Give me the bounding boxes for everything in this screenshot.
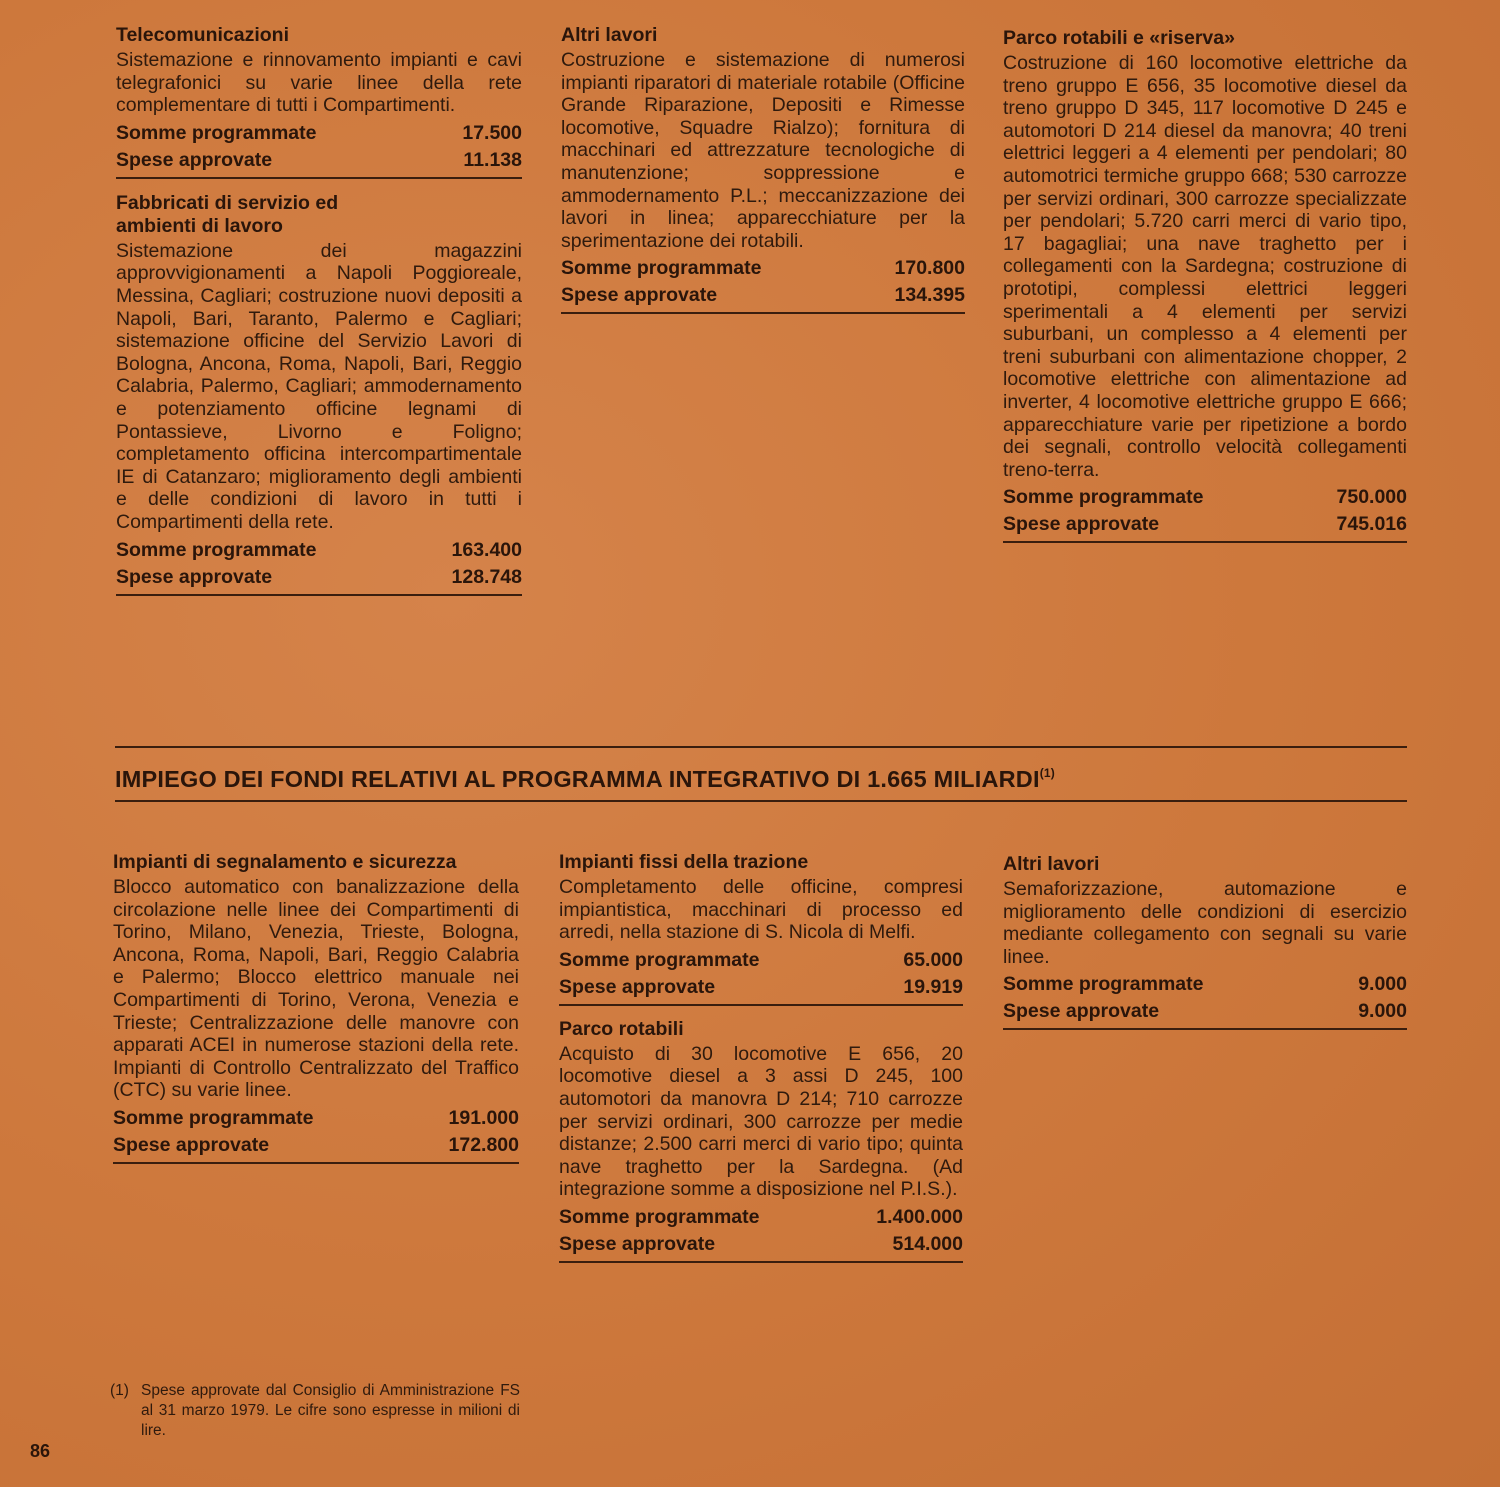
section-body: Semaforizzazione, automazione e miglioramento delle condizioni di esercizio mediante collegamento con segnali su varie linee. — [1003, 878, 1407, 968]
spese-value: 19.919 — [903, 975, 963, 998]
spese-row — [113, 1132, 519, 1159]
spese-label: Spese approvate — [1003, 1000, 1160, 1023]
section-body: Completamento delle officine, compresi impiantistica, macchinari di processo ed arredi, nella stazione di S. Nicola di Melfi. — [559, 876, 963, 944]
section-body: Sistemazione dei magazzini approvvigionamenti a Napoli Poggioreale, Messina, Cagliari; costruzione nuovi depositi a Napoli, Bari, Taranto, Palermo e Cagliari; sistemazione officine del Servizio Lavori di Bologna, Ancona, Roma, Napoli, Bari, Reggio Calabria, Palermo, Cagliari; ammodernamento e potenziamento officine legnami di Pontassieve, Livorno e Foligno; completamento officina intercompartimentale IE di Catanzaro; miglioramento degli ambienti e delle condizioni di lavoro in tutti i Compartimenti della rete. — [116, 239, 522, 533]
somme-label: Somme programmate — [1003, 486, 1204, 509]
bottom-column-3 — [1003, 853, 1407, 1050]
spese-label: Spese approvate — [559, 975, 716, 998]
somme-value: 65.000 — [903, 948, 963, 971]
section-body: Sistemazione e rinnovamento impianti e cavi telegrafonici su varie linee della rete complementare di tutti i Compartimenti. — [116, 49, 522, 117]
somme-label: Somme programmate — [559, 1205, 760, 1228]
footnote-mark: (1) — [110, 1382, 129, 1399]
section-fabbricati — [116, 192, 522, 596]
banner-title-text: IMPIEGO DEI FONDI RELATIVI AL PROGRAMMA INTEGRATIVO DI 1.665 MILIARDI — [115, 766, 1040, 792]
banner-bottom-rule — [115, 800, 1407, 802]
section-body: Blocco automatico con banalizzazione della circolazione nelle linee dei Compartimenti di Torino, Milano, Venezia, Trieste, Bologna, Ancona, Roma, Napoli, Bari, Reggio Calabria e Palermo; Blocco elettrico manuale nei Compartimenti di Torino, Verona, Venezia e Trieste; Centralizzazione delle manovre con apparati ACEI in numerose stazioni della rete. Impianti di Controllo Centralizzato del Traffico (CTC) su varie linee. — [113, 876, 519, 1102]
somme-value: 1.400.000 — [876, 1205, 963, 1228]
somme-label: Somme programmate — [1003, 973, 1204, 996]
somme-row — [116, 537, 522, 564]
spese-label: Spese approvate — [116, 148, 273, 171]
somme-value: 163.400 — [451, 538, 522, 561]
spese-row — [116, 564, 522, 591]
spese-label: Spese approvate — [1003, 513, 1160, 536]
divider — [116, 594, 522, 596]
footnote — [110, 1381, 520, 1441]
somme-value: 17.500 — [462, 121, 522, 144]
spese-label: Spese approvate — [559, 1232, 716, 1255]
section-parco-rotabili-riserva — [1003, 27, 1407, 543]
spese-row — [559, 974, 963, 1001]
banner-title — [115, 748, 1407, 800]
section-title: Fabbricati di servizio ed ambienti di lavoro — [116, 191, 339, 237]
section-title: Impianti di segnalamento e sicurezza — [113, 851, 457, 873]
spese-label: Spese approvate — [113, 1133, 270, 1156]
section-title: Telecomunicazioni — [116, 24, 290, 46]
spese-row — [1003, 511, 1407, 538]
somme-row — [113, 1105, 519, 1132]
bottom-column-2 — [559, 851, 963, 1283]
somme-row — [559, 947, 963, 974]
bottom-column-1 — [113, 851, 519, 1184]
somme-row — [1003, 484, 1407, 511]
section-altri-lavori — [561, 24, 965, 314]
section-title: Impianti fissi della trazione — [559, 851, 809, 873]
section-title: Parco rotabili — [559, 1017, 684, 1040]
divider — [559, 1004, 963, 1006]
somme-value: 191.000 — [448, 1106, 519, 1129]
somme-label: Somme programmate — [116, 121, 317, 144]
divider — [1003, 1028, 1407, 1030]
spese-value: 128.748 — [451, 565, 522, 588]
spese-value: 11.138 — [463, 148, 522, 171]
spese-row — [1003, 998, 1407, 1025]
section-banner — [115, 746, 1407, 802]
spese-row — [561, 282, 965, 309]
top-column-3 — [1003, 27, 1407, 563]
somme-value: 170.800 — [894, 257, 965, 280]
divider — [1003, 541, 1407, 543]
divider — [113, 1162, 519, 1164]
divider — [561, 312, 965, 314]
section-title: Altri lavori — [561, 24, 658, 46]
top-column-2 — [561, 24, 965, 334]
section-body: Costruzione e sistemazione di numerosi impianti riparatori di materiale rotabile (Officine Grande Riparazione, Depositi e Rimesse locomotive, Squadre Rialzo); fornitura di macchinari ed attrezzature tecnologiche di manutenzione; soppressione e ammodernamento P.L.; meccanizzazione dei lavori in linea; apparecchiature per la sperimentazione dei rotabili. — [561, 49, 965, 252]
section-title: Parco rotabili e «riserva» — [1003, 27, 1235, 49]
somme-label: Somme programmate — [116, 538, 317, 561]
section-body: Costruzione di 160 locomotive elettriche da treno gruppo E 656, 35 locomotive diesel da treno gruppo D 345, 117 locomotive D 245 e automotori D 214 diesel da manovra; 40 treni elettrici leggeri a 4 elementi per pendolari; 80 automotrici termiche gruppo 668; 530 carrozze per servizi ordinari, 300 carrozze specializzate per pendolari; 5.720 carri merci di vario tipo, 17 bagagliai; una nave traghetto per i collegamenti con la Sardegna; costruzione di prototipi, complessi elettrici leggeri sperimentali a 4 elementi per servizi suburbani, un complesso a 4 elementi per treni suburbani con alimentazione chopper, 2 locomotive elettriche con alimentazione ad inverter, 4 locomotive elettriche gruppo E 666; apparecchiature varie per ripetizione a bordo dei segnali, controllo velocità collegamenti treno-terra. — [1003, 52, 1407, 481]
somme-value: 9.000 — [1358, 973, 1407, 996]
somme-label: Somme programmate — [561, 257, 762, 280]
section-impianti-fissi — [559, 851, 963, 1006]
section-parco-rotabili — [559, 1018, 963, 1263]
somme-label: Somme programmate — [559, 948, 760, 971]
spese-value: 9.000 — [1358, 1000, 1407, 1023]
top-column-1 — [116, 24, 522, 616]
divider — [116, 177, 522, 179]
somme-value: 750.000 — [1336, 486, 1407, 509]
spese-value: 514.000 — [892, 1232, 963, 1255]
somme-row — [559, 1204, 963, 1231]
section-altri-lavori-integrativo — [1003, 853, 1407, 1030]
divider — [559, 1261, 963, 1263]
somme-row — [561, 255, 965, 282]
footnote-reference: (1) — [1039, 766, 1055, 780]
spese-row — [116, 147, 522, 174]
spese-row — [559, 1231, 963, 1258]
page-number: 86 — [30, 1441, 51, 1461]
footnote-text: Spese approvate dal Consiglio di Amministrazione FS al 31 marzo 1979. Le cifre sono espresse in milioni di lire. — [141, 1382, 520, 1439]
somme-row — [1003, 971, 1407, 998]
section-body: Acquisto di 30 locomotive E 656, 20 locomotive diesel a 3 assi D 245, 100 automotori da manovra D 214; 710 carrozze per servizi ordinari, 300 carrozze per medie distanze; 2.500 carri merci di vario tipo; quinta nave traghetto per la Sardegna. (Ad integrazione somme a disposizione nel P.I.S.). — [559, 1042, 963, 1201]
somme-label: Somme programmate — [113, 1106, 314, 1129]
section-telecomunicazioni — [116, 24, 522, 179]
section-segnalamento — [113, 851, 519, 1164]
spese-label: Spese approvate — [561, 284, 718, 307]
spese-value: 134.395 — [894, 284, 965, 307]
section-title: Altri lavori — [1003, 853, 1100, 875]
spese-value: 745.016 — [1336, 513, 1407, 536]
somme-row — [116, 120, 522, 147]
spese-value: 172.800 — [448, 1133, 519, 1156]
spese-label: Spese approvate — [116, 565, 273, 588]
